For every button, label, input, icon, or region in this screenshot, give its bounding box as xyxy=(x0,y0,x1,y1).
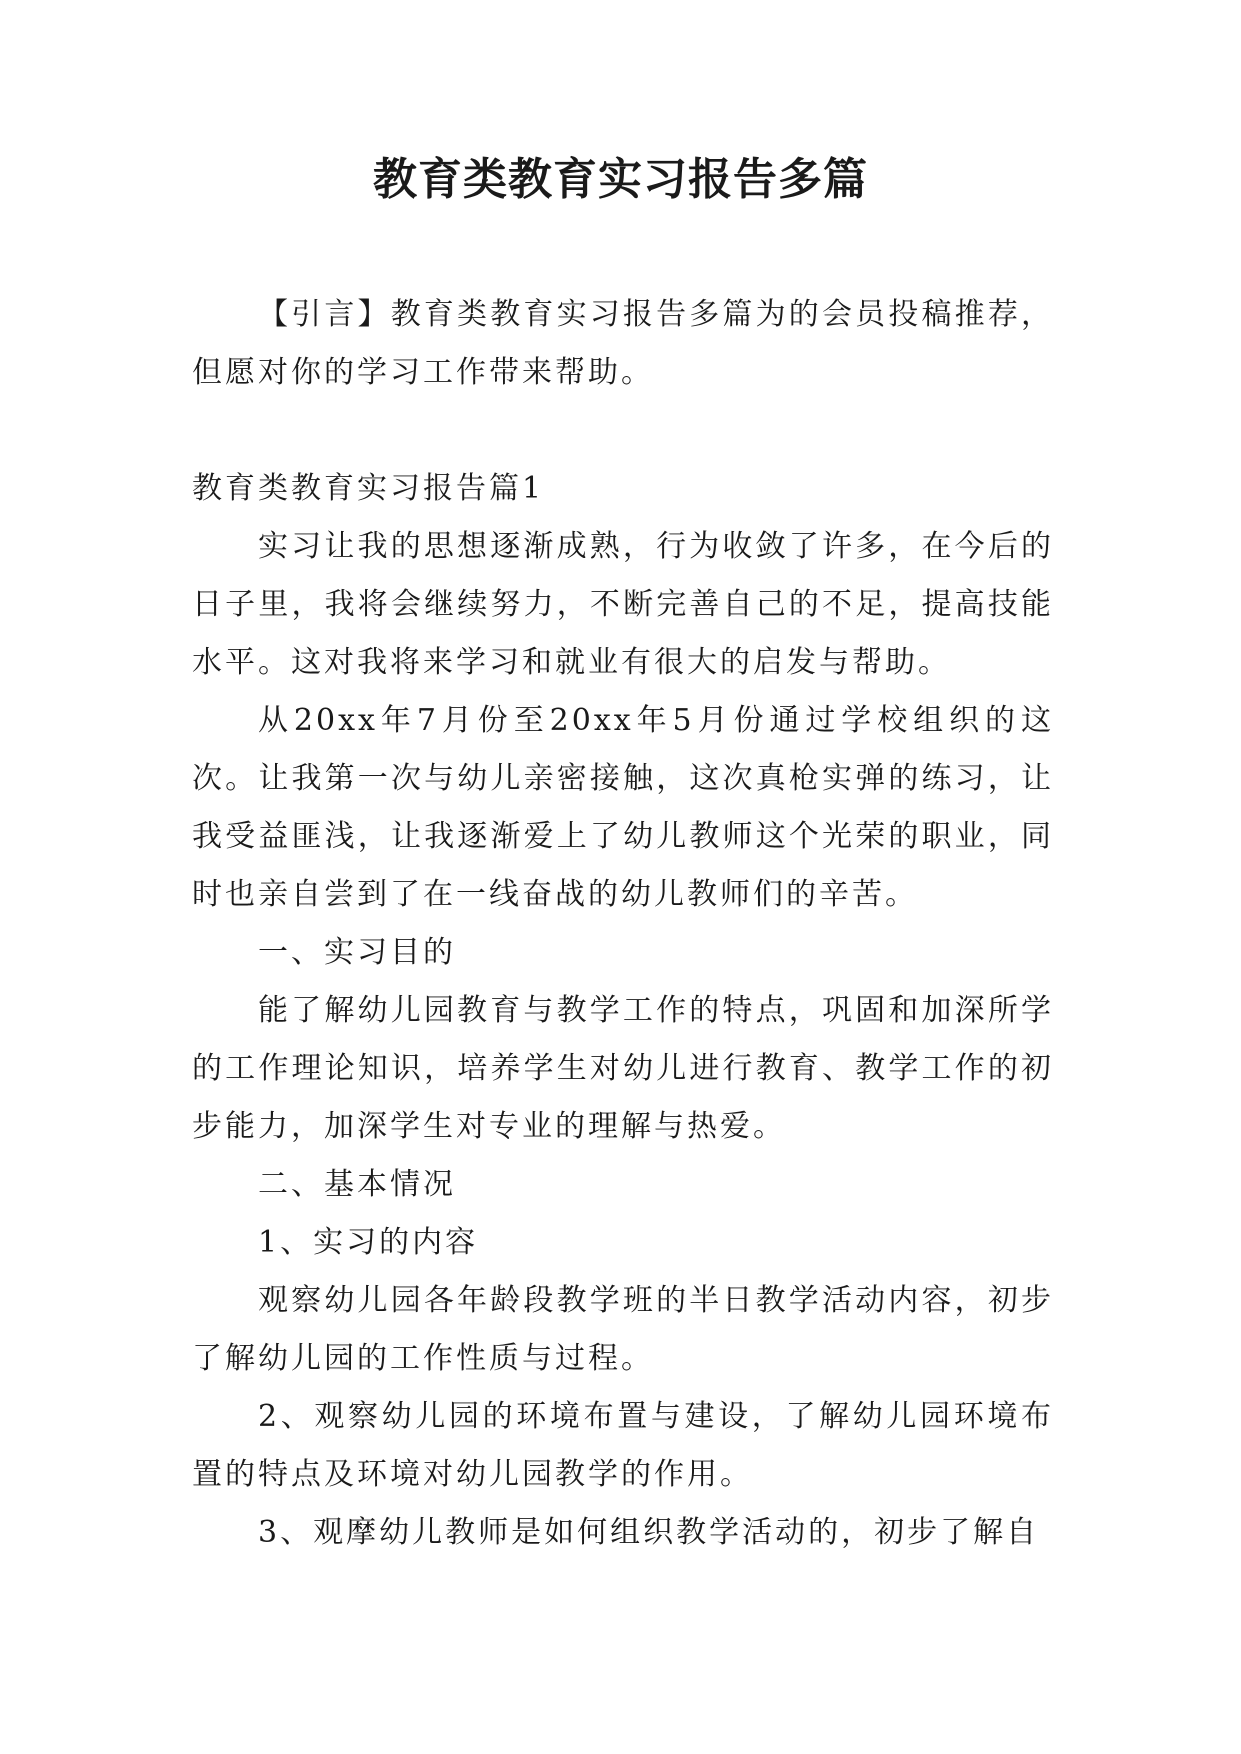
paragraph: 3、观摩幼儿教师是如何组织教学活动的，初步了解自 xyxy=(258,1515,1040,1550)
intro-paragraph: 【引言】教育类教育实习报告多篇为的会员投稿推荐，但愿对你的学习工作带来帮助。 xyxy=(192,297,1054,390)
subheading: 一、实习目的 xyxy=(258,935,456,970)
paragraph: 从20xx年7月份至20xx年5月份通过学校组织的这次。让我第一次与幼儿亲密接触，这次真枪实弹的练习，让我受益匪浅，让我逐渐爱上了幼儿教师这个光荣的职业，同时也亲自尝到了在一线奋战的幼儿教师们的辛苦。 xyxy=(192,703,1054,912)
document-body xyxy=(192,286,1054,1562)
subheading: 1、实习的内容 xyxy=(258,1225,479,1260)
paragraph-gap xyxy=(192,402,1054,460)
subheading: 二、基本情况 xyxy=(258,1167,456,1202)
paragraph: 实习让我的思想逐渐成熟，行为收敛了许多，在今后的日子里，我将会继续努力，不断完善自己的不足，提高技能水平。这对我将来学习和就业有很大的启发与帮助。 xyxy=(192,529,1054,680)
document-title: 教育类教育实习报告多篇 xyxy=(373,154,868,205)
paragraph: 能了解幼儿园教育与教学工作的特点，巩固和加深所学的工作理论知识，培养学生对幼儿进行教育、教学工作的初步能力，加深学生对专业的理解与热爱。 xyxy=(192,993,1054,1144)
paragraph: 2、观察幼儿园的环境布置与建设，了解幼儿园环境布置的特点及环境对幼儿园教学的作用。 xyxy=(192,1399,1054,1492)
paragraph: 观察幼儿园各年龄段教学班的半日教学活动内容，初步了解幼儿园的工作性质与过程。 xyxy=(192,1283,1054,1376)
section-heading: 教育类教育实习报告篇1 xyxy=(192,471,545,506)
